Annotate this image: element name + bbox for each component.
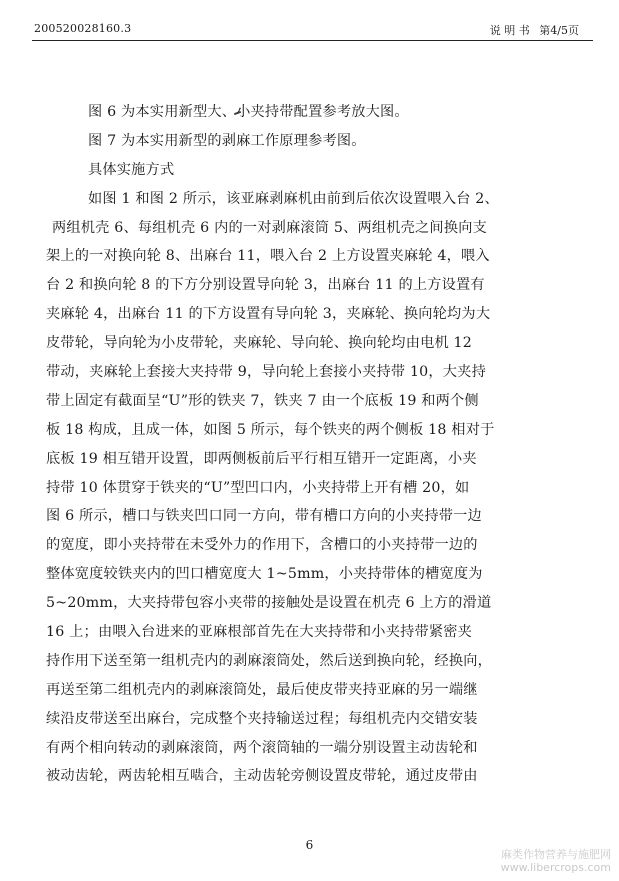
body-line: 持作用下送至第一组机壳内的剥麻滚筒处，然后送到换向轮，经换向，	[46, 652, 493, 669]
body-line: 的宽度，即小夹持带在未受外力的作用下，含槽口的小夹持带一边的	[46, 537, 478, 554]
body-line: 台 2 和换向轮 8 的下方分别设置导向轮 3，出麻台 11 的上方设置有	[46, 277, 485, 294]
document-body	[46, 98, 508, 791]
body-line: 图 6 为本实用新型大、小夹持带配置参考放大图。	[88, 104, 409, 120]
body-line: 16 上；由喂入台进来的亚麻根部首先在大夹持带和小夹持带紧密夹	[46, 624, 473, 641]
body-line: 底板 19 相互错开设置，即两侧板前后平行相互错开一定距离，小夹	[46, 450, 477, 467]
body-line: 5~20mm，大夹持带包容小夹带的接触处是设置在机壳 6 上方的滑道	[46, 595, 492, 612]
watermark-title: 麻类作物营养与施肥网	[501, 848, 611, 861]
body-line: 如图 1 和图 2 所示，该亚麻剥麻机由前到后依次设置喂入台 2、	[88, 190, 499, 207]
section-title: 说 明 书	[489, 24, 530, 37]
header-divider	[32, 40, 593, 41]
body-line: 板 18 构成，且成一体，如图 5 所示，每个铁夹的两个侧板 18 相对于	[46, 421, 495, 438]
body-line: 夹麻轮 4，出麻台 11 的下方设置有导向轮 3，夹麻轮、换向轮均为大	[46, 306, 491, 323]
body-line: 图 7 为本实用新型的剥麻工作原理参考图。	[88, 132, 366, 149]
body-line: 图 6 所示，槽口与铁夹凹口同一方向，带有槽口方向的小夹持带一边	[46, 508, 482, 525]
body-line: 带上固定有截面呈“U”形的铁夹 7，铁夹 7 由一个底板 19 和两个侧	[46, 392, 479, 409]
body-line: 带动，夹麻轮上套接大夹持带 9，导向轮上套接小夹持带 10，大夹持	[46, 364, 486, 381]
body-line: 被动齿轮，两齿轮相互啮合，主动齿轮旁侧设置皮带轮，通过皮带由	[46, 768, 478, 785]
body-line: 皮带轮，导向轮为小皮带轮，夹麻轮、导向轮、换向轮均由电机 12	[46, 335, 473, 352]
page-number: 6	[305, 838, 314, 852]
body-line: 两组机壳 6、每组机壳 6 内的一对剥麻滚筒 5、两组机壳之间换向支	[52, 219, 487, 236]
header-right	[484, 22, 579, 38]
watermark-url: www.libercrops.com	[500, 861, 611, 874]
body-line: 有两个相向转动的剥麻滚筒，两个滚筒轴的一端分别设置主动齿轮和	[46, 739, 478, 756]
patent-number: 200520028160.3	[34, 22, 132, 35]
body-line: 持带 10 体贯穿于铁夹的“U”型凹口内，小夹持带上开有槽 20，如	[46, 479, 470, 496]
section-heading: 具体实施方式	[88, 161, 175, 178]
body-line: 架上的一对换向轮 8、出麻台 11，喂入台 2 上方设置夹麻轮 4，喂入	[46, 248, 490, 265]
page-label: 第4/5页	[539, 24, 579, 37]
body-line: 整体宽度较铁夹内的凹口槽宽度大 1~5mm，小夹持带体的槽宽度为	[46, 566, 483, 583]
body-line: 再送至第二组机壳内的剥麻滚筒处，最后使皮带夹持亚麻的另一端继	[46, 681, 478, 698]
body-line: 续沿皮带送至出麻台，完成整个夹持输送过程；每组机壳内交错安装	[46, 710, 478, 727]
site-watermark	[501, 848, 611, 874]
